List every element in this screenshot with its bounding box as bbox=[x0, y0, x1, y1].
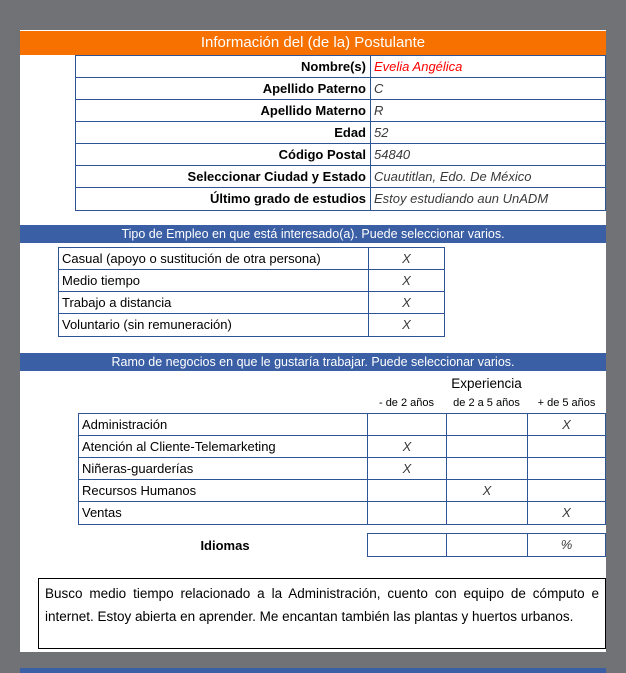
table-row bbox=[59, 270, 444, 292]
table-row bbox=[79, 436, 605, 458]
field-value-edad[interactable]: 52 bbox=[374, 125, 389, 140]
empleo-check-distancia[interactable]: X bbox=[402, 295, 411, 310]
empleo-check-casual[interactable]: X bbox=[402, 251, 411, 266]
ramo-cell[interactable] bbox=[447, 458, 528, 479]
idiomas-cell[interactable] bbox=[368, 534, 447, 556]
column-header-mas-5: + de 5 años bbox=[537, 397, 596, 409]
table-row bbox=[76, 78, 605, 100]
field-value-codigo-postal[interactable]: 54840 bbox=[374, 147, 411, 162]
field-label-codigo-postal: Código Postal bbox=[76, 144, 371, 165]
table-row bbox=[76, 144, 605, 166]
field-value-apellido-paterno[interactable]: C bbox=[374, 81, 384, 96]
field-label-apellido-paterno: Apellido Paterno bbox=[76, 78, 371, 99]
field-label-ciudad-estado: Seleccionar Ciudad y Estado bbox=[76, 166, 371, 187]
idiomas-label: Idiomas bbox=[200, 538, 250, 553]
empleo-table bbox=[58, 247, 445, 337]
table-row bbox=[76, 122, 605, 144]
experiencia-column-headers bbox=[367, 394, 606, 413]
ramo-cell[interactable] bbox=[368, 414, 447, 435]
empleo-option-voluntario: Voluntario (sin remuneración) bbox=[59, 314, 369, 336]
field-label-edad: Edad bbox=[76, 122, 371, 143]
table-row bbox=[79, 458, 605, 480]
experiencia-label: Experiencia bbox=[451, 376, 522, 391]
ramo-label-nineras: Niñeras-guarderías bbox=[79, 458, 368, 479]
ramo-section-header: Ramo de negocios en que le gustaría trabajar. Puede seleccionar varios. bbox=[20, 353, 606, 371]
ramo-cell[interactable] bbox=[447, 502, 528, 524]
field-label-nombre: Nombre(s) bbox=[76, 56, 371, 77]
personal-info-table bbox=[75, 55, 606, 211]
ramo-label-recursos-humanos: Recursos Humanos bbox=[79, 480, 368, 501]
ramo-label-administracion: Administración bbox=[79, 414, 368, 435]
empleo-section-header: Tipo de Empleo en que está interesado(a). Puede seleccionar varios. bbox=[20, 225, 606, 243]
ramo-cell[interactable] bbox=[528, 436, 605, 457]
table-row bbox=[79, 480, 605, 502]
ramo-cell[interactable] bbox=[368, 502, 447, 524]
table-row bbox=[59, 248, 444, 270]
comments-textbox[interactable]: Busco medio tiempo relacionado a la Administración, cuento con equipo de cómputo e internet. Estoy abierta en aprender. Me encantan también las plantas y huertos urbanos. bbox=[38, 578, 606, 649]
ramo-cell[interactable]: X bbox=[368, 458, 447, 479]
field-label-apellido-materno: Apellido Materno bbox=[76, 100, 371, 121]
ramo-cell[interactable]: X bbox=[562, 505, 571, 520]
field-value-apellido-materno[interactable]: R bbox=[374, 103, 384, 118]
field-value-nombre[interactable]: Evelia Angélica bbox=[374, 59, 463, 74]
ramo-cell[interactable]: X bbox=[368, 436, 447, 457]
ramo-cell[interactable] bbox=[447, 414, 528, 435]
empleo-option-distancia: Trabajo a distancia bbox=[59, 292, 369, 313]
field-label-grado-estudios: Último grado de estudios bbox=[76, 188, 371, 210]
form-sheet bbox=[20, 30, 606, 652]
ramo-cell[interactable] bbox=[447, 436, 528, 457]
empleo-check-voluntario[interactable]: X bbox=[402, 317, 411, 332]
table-row bbox=[76, 188, 605, 210]
table-row bbox=[79, 414, 605, 436]
idiomas-cell[interactable] bbox=[447, 534, 528, 556]
table-row bbox=[76, 100, 605, 122]
ramo-label-atencion-cliente: Atención al Cliente-Telemarketing bbox=[79, 436, 368, 457]
table-row bbox=[79, 502, 605, 524]
next-section-header-partial bbox=[20, 668, 606, 673]
form-title: Información del (de la) Postulante bbox=[20, 31, 606, 55]
column-header-2-a-5: de 2 a 5 años bbox=[453, 397, 520, 409]
empleo-option-medio-tiempo: Medio tiempo bbox=[59, 270, 369, 291]
field-value-grado-estudios[interactable]: Estoy estudiando aun UnADM bbox=[374, 191, 549, 206]
column-header-menos-2: - de 2 años bbox=[378, 397, 435, 409]
ramo-label-ventas: Ventas bbox=[79, 502, 368, 524]
empleo-option-casual: Casual (apoyo o sustitución de otra persona) bbox=[59, 248, 369, 269]
empleo-check-medio-tiempo[interactable]: X bbox=[402, 273, 411, 288]
idiomas-percent-cell[interactable]: % bbox=[560, 537, 573, 552]
idiomas-cells bbox=[367, 533, 606, 557]
ramo-cell[interactable] bbox=[368, 480, 447, 501]
ramo-cell[interactable] bbox=[528, 480, 605, 501]
ramo-table bbox=[78, 413, 606, 525]
field-value-ciudad-estado[interactable]: Cuautitlan, Edo. De México bbox=[374, 169, 532, 184]
table-row bbox=[76, 56, 605, 78]
table-row bbox=[59, 292, 444, 314]
ramo-cell[interactable]: X bbox=[447, 480, 528, 501]
ramo-cell[interactable]: X bbox=[562, 417, 571, 432]
table-row bbox=[76, 166, 605, 188]
table-row bbox=[59, 314, 444, 336]
ramo-cell[interactable] bbox=[528, 458, 605, 479]
